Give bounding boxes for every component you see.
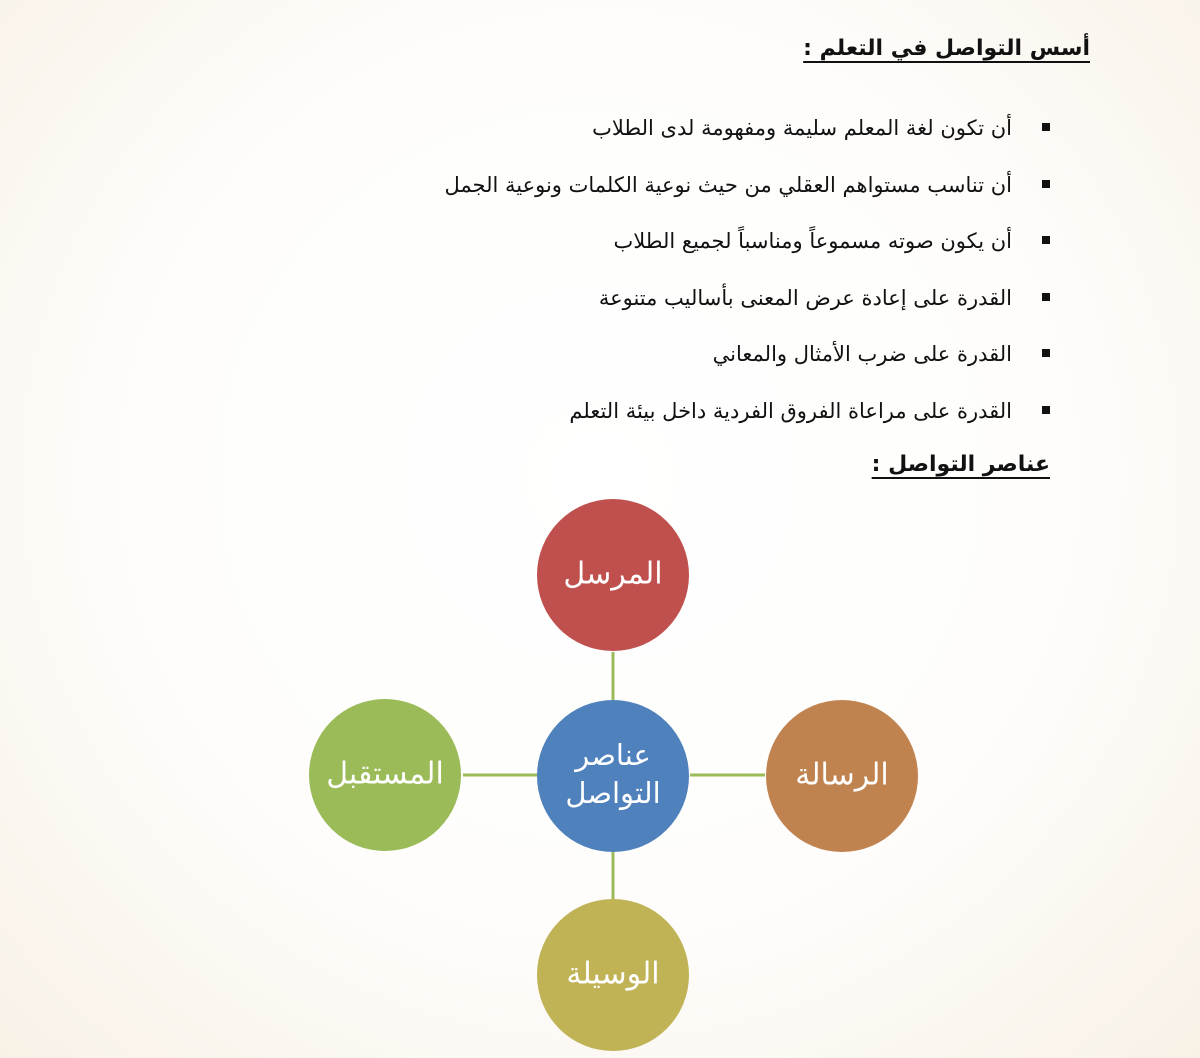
node-center-label-line1: عناصر xyxy=(575,738,651,772)
section-title-elements: عناصر التواصل : xyxy=(871,452,1050,477)
list-item-text: القدرة على إعادة عرض المعنى بأساليب متنوعة xyxy=(598,285,1012,310)
list-item-text: أن تناسب مستواهم العقلي من حيث نوعية الكلمات ونوعية الجمل xyxy=(444,172,1012,197)
node-receiver-label: المستقبل xyxy=(326,756,444,792)
node-sender-label: المرسل xyxy=(563,556,663,592)
list-item-text: أن يكون صوته مسموعاً ومناسباً لجميع الطلاب xyxy=(613,229,1012,253)
node-message xyxy=(766,700,918,852)
list-item-text: أن تكون لغة المعلم سليمة ومفهومة لدى الطلاب xyxy=(592,116,1012,140)
node-medium-label: الوسيلة xyxy=(566,956,660,992)
node-center-label-line2: التواصل xyxy=(565,776,661,810)
list-item-text: القدرة على مراعاة الفروق الفردية داخل بيئة التعلم xyxy=(569,398,1012,423)
node-message-label: الرسالة xyxy=(795,757,889,793)
list-item-text: القدرة على ضرب الأمثال والمعاني xyxy=(712,342,1012,366)
node-receiver xyxy=(309,699,461,851)
node-medium xyxy=(537,899,689,1051)
node-sender xyxy=(537,499,689,651)
section-title-foundations: أسس التواصل في التعلم : xyxy=(803,36,1090,61)
node-center xyxy=(537,700,689,852)
